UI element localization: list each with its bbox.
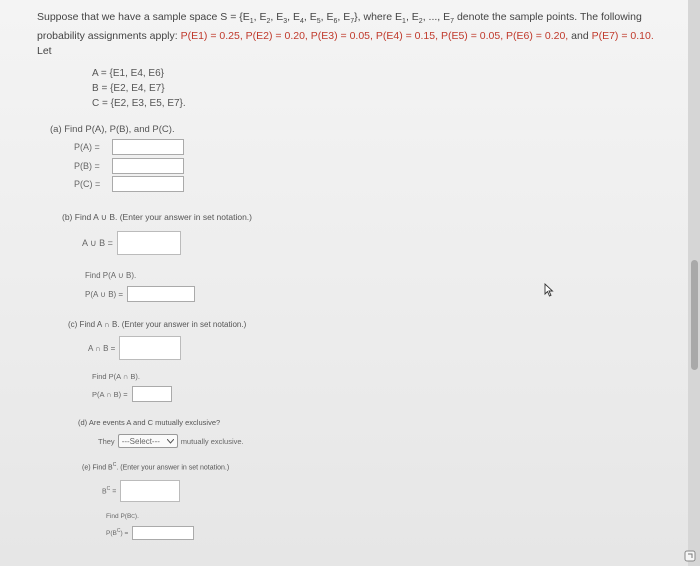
paub-input[interactable] bbox=[127, 286, 195, 302]
pbc-input[interactable] bbox=[132, 526, 194, 540]
exclusive-select[interactable] bbox=[118, 434, 178, 448]
they-label: They bbox=[98, 436, 115, 446]
scrollbar-thumb[interactable] bbox=[691, 260, 698, 370]
aub-input[interactable] bbox=[117, 231, 181, 255]
set-definitions bbox=[92, 66, 186, 111]
pc-input[interactable] bbox=[112, 176, 184, 192]
panb-input[interactable] bbox=[132, 386, 172, 402]
vertical-scrollbar[interactable] bbox=[688, 0, 700, 566]
part-e-label: (e) Find $B^C$. (Enter your answer in set notation.) bbox=[82, 462, 230, 472]
prob-e6: P(E6) = 0.20, bbox=[506, 30, 569, 43]
pa-row bbox=[74, 139, 184, 155]
prob-e7: P(E7) = 0.10. bbox=[591, 30, 654, 43]
exclusive-row bbox=[98, 434, 244, 448]
set-a: A = {E1, E4, E6} bbox=[92, 68, 165, 79]
mutually-exclusive-label: mutually exclusive. bbox=[180, 436, 244, 446]
prob-e2: P(E2) = 0.20, bbox=[245, 30, 308, 43]
prob-e5: P(E5) = 0.05, bbox=[440, 30, 504, 43]
pbc-label: $P(B^C)$ = bbox=[106, 528, 129, 538]
aub-label: A ∪ B = bbox=[82, 237, 113, 248]
aub-row bbox=[82, 231, 181, 255]
part-c-label: (c) Find A ∩ B. (Enter your answer in set notation.) bbox=[68, 320, 247, 329]
pc-label: P(C) = bbox=[74, 179, 101, 189]
set-c: C = {E2, E3, E5, E7}. bbox=[92, 98, 186, 109]
problem-statement: Suppose that we have a sample space $S = \{E_1$, $E_2$, $E_3$, $E_4$, $E_5$, $E_6$, $E_7$}, where $E_1$, $E_2$, ..., $E_7$ denote the sample points. The following probability assignments apply: P(E1) = 0.25, P(E2) = 0.20, P(E3) = 0.05, P(E4) = 0.15, P(E5) = 0.05, P(E6) = 0.20, and P(E7) = 0.10. Let bbox=[37, 11, 654, 58]
bc-input[interactable] bbox=[120, 480, 180, 502]
part-b-label: (b) Find A ∪ B. (Enter your answer in set notation.) bbox=[62, 212, 253, 222]
pb-label: P(B) = bbox=[74, 161, 100, 171]
panb-label: P(A ∩ B) = bbox=[92, 389, 128, 399]
prob-e1: P(E1) = 0.25, bbox=[180, 30, 243, 43]
pbc-row bbox=[106, 526, 194, 540]
find-paub: Find P(A ∪ B). bbox=[85, 271, 137, 280]
part-d-label: (d) Are events A and C mutually exclusive? bbox=[78, 418, 221, 427]
let-label: Let bbox=[37, 45, 52, 58]
pc-row bbox=[74, 176, 184, 192]
prob-e4: P(E4) = 0.15, bbox=[375, 30, 439, 43]
paub-label: P(A ∪ B) = bbox=[85, 289, 124, 299]
anb-label: A ∩ B = bbox=[88, 343, 116, 353]
part-a-label: (a) Find P(A), P(B), and P(C). bbox=[50, 124, 175, 135]
pa-label: P(A) = bbox=[74, 142, 100, 152]
set-b: B = {E2, E4, E7} bbox=[92, 83, 165, 94]
page-corner-icon[interactable] bbox=[684, 550, 696, 562]
bc-row bbox=[102, 480, 180, 502]
find-pbc: Find P(B C ). bbox=[106, 513, 139, 520]
mouse-cursor-icon bbox=[544, 283, 554, 297]
anb-row bbox=[88, 336, 181, 360]
pb-row bbox=[74, 158, 184, 174]
bc-label: $B^C$ = bbox=[102, 486, 117, 496]
select-value: ---Select--- bbox=[121, 436, 160, 446]
pb-input[interactable] bbox=[112, 158, 184, 174]
paub-row bbox=[85, 286, 195, 302]
find-panb: Find P(A ∩ B). bbox=[92, 372, 140, 381]
anb-input[interactable] bbox=[119, 336, 181, 360]
select-chevron-icon bbox=[167, 439, 174, 444]
prob-e3: P(E3) = 0.05, bbox=[310, 30, 373, 43]
panb-row bbox=[92, 386, 172, 402]
pa-input[interactable] bbox=[112, 139, 184, 155]
